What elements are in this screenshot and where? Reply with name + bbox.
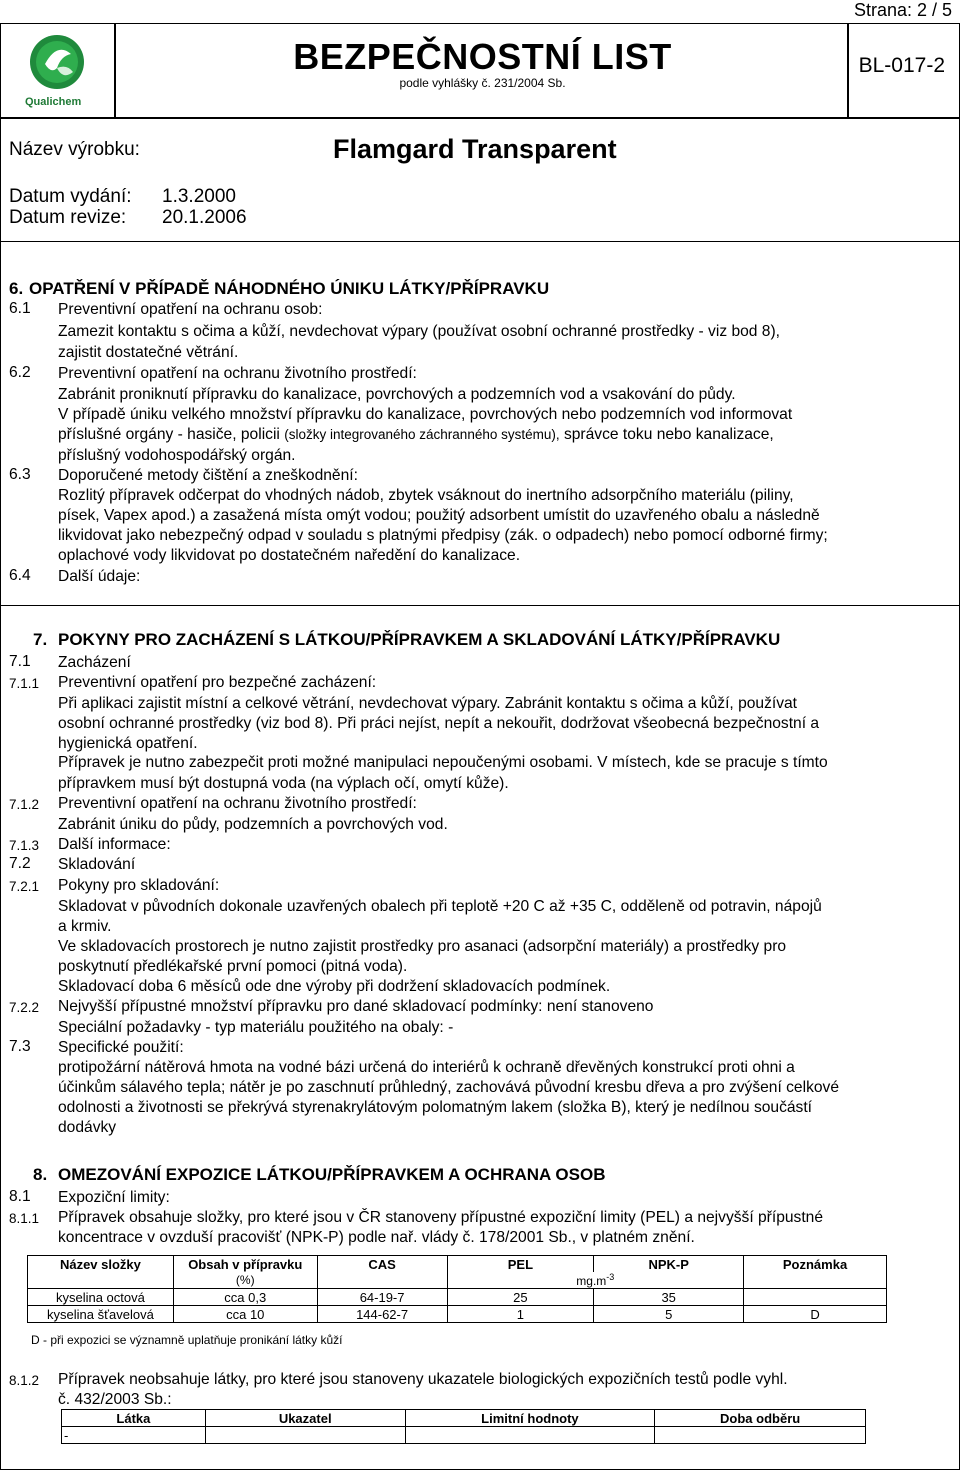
text-line: Skladovací doba 6 měsíců ode dne výroby při dodržení skladovacích podmínek.	[58, 978, 611, 995]
exposure-limits-table	[27, 1255, 887, 1323]
item-heading: Pokyny pro skladování:	[58, 877, 220, 894]
text-line: poskytnutí předlékařské první pomoci (pitná voda).	[58, 958, 408, 975]
unit-text: mg.m	[576, 1274, 607, 1288]
table-cell: -	[62, 1427, 206, 1444]
item-number: 7.1.3	[9, 838, 40, 853]
item-heading: Preventivní opatření na ochranu osob:	[58, 301, 323, 318]
text-line: odolnosti a životnosti se překrývá styrenakrylátovým polomatným lakem (složka B), který je nedílnou součástí	[58, 1099, 813, 1116]
text-line: koncentrace v ovzduší pracovišť (NPK-P) podle nař. vlády č. 178/2001 Sb., v platném znění.	[58, 1229, 695, 1246]
item-heading: Další údaje:	[58, 568, 141, 585]
item-heading: Preventivní opatření na ochranu životního prostředí:	[58, 795, 417, 812]
text-line: protipožární nátěrová hmota na vodné bázi určená do interiérů k ochraně dřevěných konstrukcí proti ohni a	[58, 1059, 795, 1076]
item-number: 6.4	[9, 567, 31, 584]
text-line: dodávky	[58, 1119, 117, 1136]
text-line: Přípravek neobsahuje látky, pro které jsou stanoveny ukazatele biologických expozičních testů podle vyhl.	[58, 1371, 788, 1388]
section-7-number: 7.	[33, 630, 48, 649]
table-cell	[405, 1427, 655, 1444]
text-line: V případě úniku velkého množství přípravku do kanalizace, povrchových nebo podzemních vod informovat	[58, 406, 793, 423]
table-note: D - při expozici se významně uplatňuje pronikání látky kůží	[31, 1333, 343, 1347]
item-number: 6.3	[9, 466, 31, 483]
table-cell: 25	[447, 1289, 594, 1306]
table-cell: kyselina octová	[28, 1289, 174, 1306]
table-cell: kyselina šťavelová	[28, 1306, 174, 1323]
text-line: č. 432/2003 Sb.:	[58, 1391, 172, 1408]
item-number: 8.1.1	[9, 1211, 40, 1226]
document-title: BEZPEČNOSTNÍ LIST	[293, 36, 672, 77]
header-cell: Látka	[62, 1410, 206, 1427]
table-row	[62, 1427, 866, 1444]
table-subheader-row	[28, 1272, 887, 1289]
item-number: 7.3	[9, 1038, 31, 1055]
item-number: 6.1	[9, 300, 31, 317]
item-number: 7.2.1	[9, 879, 40, 894]
document-subtitle: podle vyhlášky č. 231/2004 Sb.	[399, 76, 566, 90]
text-line: oplachové vody likvidovat po dostatečném naředění do kanalizace.	[58, 547, 521, 564]
text-line: Při aplikaci zajistit místní a celkové větrání, nevdechovat výpary. Zabránit kontaktu s očima a kůží, používat	[58, 695, 798, 712]
item-number: 6.2	[9, 364, 31, 381]
table-header-row	[28, 1256, 887, 1273]
text-line: Skladovat v původních dokonale uzavřených obalech při teplotě +20 C až +35 C, odděleně od potravin, nápojů	[58, 898, 822, 915]
logo-text: Qualichem	[25, 96, 82, 108]
item-heading: Skladování	[58, 856, 136, 873]
header-cell: Doba odběru	[655, 1410, 866, 1427]
table-cell	[744, 1289, 887, 1306]
item-heading: Doporučené metody čištění a zneškodnění:	[58, 467, 358, 484]
header-cell: Název složky	[28, 1256, 174, 1273]
table-cell: 5	[594, 1306, 744, 1323]
section-6-title: OPATŘENÍ V PŘÍPADĚ NÁHODNÉHO ÚNIKU LÁTKY/PŘÍPRAVKU	[29, 279, 550, 298]
table-cell	[317, 1272, 447, 1289]
item-heading: Další informace:	[58, 836, 171, 853]
text-line	[58, 425, 774, 445]
table-cell: cca 10	[173, 1306, 317, 1323]
text-part-small: (složky integrovaného záchranného systému),	[284, 427, 560, 442]
section-7-title: POKYNY PRO ZACHÁZENÍ S LÁTKOU/PŘÍPRAVKEM A SKLADOVÁNÍ LÁTKY/PŘÍPRAVKU	[58, 630, 781, 649]
table-cell: 144-62-7	[317, 1306, 447, 1323]
section-6-number: 6.	[9, 279, 24, 298]
header-cell: Limitní hodnoty	[405, 1410, 655, 1427]
text-line: Zabránit úniku do půdy, podzemních a povrchových vod.	[58, 816, 448, 833]
table-header-row	[62, 1410, 866, 1427]
text-part: správce toku nebo kanalizace,	[559, 426, 774, 443]
table-cell	[744, 1272, 887, 1289]
table-cell	[205, 1427, 405, 1444]
text-line: přípravkem musí být dostupná voda (na výplach očí, omytí kůže).	[58, 775, 509, 792]
text-line: Speciální požadavky - typ materiálu použitého na obaly: -	[58, 1019, 454, 1036]
text-line: účinkům sálavého tepla; nátěr je po zaschnutí průhledný, zachovává původní kresbu dřeva a pro zvýšení celkové	[58, 1079, 840, 1096]
text-line: Přípravek je nutno zabezpečit proti možné manipulaci nepoučenými osobami. V místech, kde se pracuje s tímto	[58, 754, 828, 771]
item-heading: Expoziční limity:	[58, 1189, 170, 1206]
table-cell: 1	[447, 1306, 594, 1323]
product-label: Název výrobku:	[9, 139, 140, 160]
item-heading: Zacházení	[58, 654, 131, 671]
item-heading: Specifické použití:	[58, 1039, 184, 1056]
table-row	[28, 1289, 887, 1306]
section-8-number: 8.	[33, 1165, 48, 1184]
item-number: 7.1.2	[9, 797, 40, 812]
product-name: Flamgard Transparent	[333, 134, 617, 164]
table-cell	[655, 1427, 866, 1444]
biological-tests-table	[61, 1409, 866, 1444]
item-number: 7.2	[9, 855, 31, 872]
unit-cell	[447, 1272, 744, 1289]
table-cell: 35	[594, 1289, 744, 1306]
text-line: písek, Vapex apod.) a zasažená místa omýt vodou; použitý adsorbent umístit do uzavřeného obalu a následně	[58, 507, 820, 524]
text-line: příslušný vodohospodářský orgán.	[58, 447, 296, 464]
divider	[0, 241, 960, 242]
header-cell: Obsah v přípravku	[173, 1256, 317, 1273]
text-line: Rozlitý přípravek odčerpat do vhodných nádob, zbytek vsáknout do inertního adsorpčního materiálu (piliny,	[58, 487, 794, 504]
code-box	[848, 23, 960, 118]
item-heading: Preventivní opatření pro bezpečné zacházení:	[58, 674, 377, 691]
item-heading: Nejvyšší přípustné množství přípravku pro dané skladovací podmínky: není stanoveno	[58, 998, 654, 1015]
document-code: BL-017-2	[858, 54, 945, 77]
header-cell: NPK-P	[594, 1256, 744, 1273]
header-cell: Ukazatel	[205, 1410, 405, 1427]
item-number: 7.2.2	[9, 1000, 40, 1015]
divider	[0, 605, 960, 606]
table-cell: 64-19-7	[317, 1289, 447, 1306]
header-cell: PEL	[447, 1256, 594, 1273]
item-number: 7.1	[9, 653, 31, 670]
percent-unit-cell: (%)	[173, 1272, 317, 1289]
title-box	[115, 23, 848, 118]
revision-label: Datum revize:	[9, 207, 127, 228]
issue-label: Datum vydání:	[9, 186, 132, 207]
table-row	[28, 1306, 887, 1323]
text-line: a krmiv.	[58, 918, 112, 935]
revision-date: 20.1.2006	[162, 207, 247, 228]
item-heading: Preventivní opatření na ochranu životního prostředí:	[58, 365, 417, 382]
item-number: 8.1.2	[9, 1373, 40, 1388]
table-cell: D	[744, 1306, 887, 1323]
unit-exponent: -3	[606, 1272, 615, 1282]
text-line: hygienická opatření.	[58, 735, 198, 752]
text-part: příslušné orgány - hasiče, policii	[58, 426, 285, 443]
text-line: Přípravek obsahuje složky, pro které jsou v ČR stanoveny přípustné expoziční limity (PEL) a nejvyšší přípustné	[58, 1209, 824, 1226]
page-number: Strana: 2 / 5	[853, 0, 952, 20]
table-cell: cca 0,3	[173, 1289, 317, 1306]
header-cell: CAS	[317, 1256, 447, 1273]
text-line: osobní ochranné prostředky (viz bod 8). Při práci nejíst, nepít a nekouřit, dodržovat všeobecná bezpečnostní a	[58, 715, 820, 732]
text-line: likvidovat jako nebezpečný odpad v souladu s platnými předpisy (zák. o odpadech) nebo pomocí odborné firmy;	[58, 527, 828, 544]
item-number: 8.1	[9, 1188, 31, 1205]
text-line: zajistit dostatečné větrání.	[58, 344, 239, 361]
text-line: Zabránit proniknutí přípravku do kanalizace, povrchových a podzemních vod a vsakování do půdy.	[58, 386, 736, 403]
item-number: 7.1.1	[9, 676, 40, 691]
text-line: Ve skladovacích prostorech je nutno zajistit prostředky pro asanaci (adsorpční materiály) a prostředky pro	[58, 938, 787, 955]
table-cell	[28, 1272, 174, 1289]
issue-date: 1.3.2000	[162, 186, 236, 207]
header-cell: Poznámka	[744, 1256, 887, 1273]
text-line: Zamezit kontaktu s očima a kůží, nevdechovat výpary (používat osobní ochranné prostředky - viz bod 8),	[58, 323, 780, 340]
logo-box	[0, 23, 115, 118]
section-8-title: OMEZOVÁNÍ EXPOZICE LÁTKOU/PŘÍPRAVKEM A OCHRANA OSOB	[58, 1165, 606, 1184]
